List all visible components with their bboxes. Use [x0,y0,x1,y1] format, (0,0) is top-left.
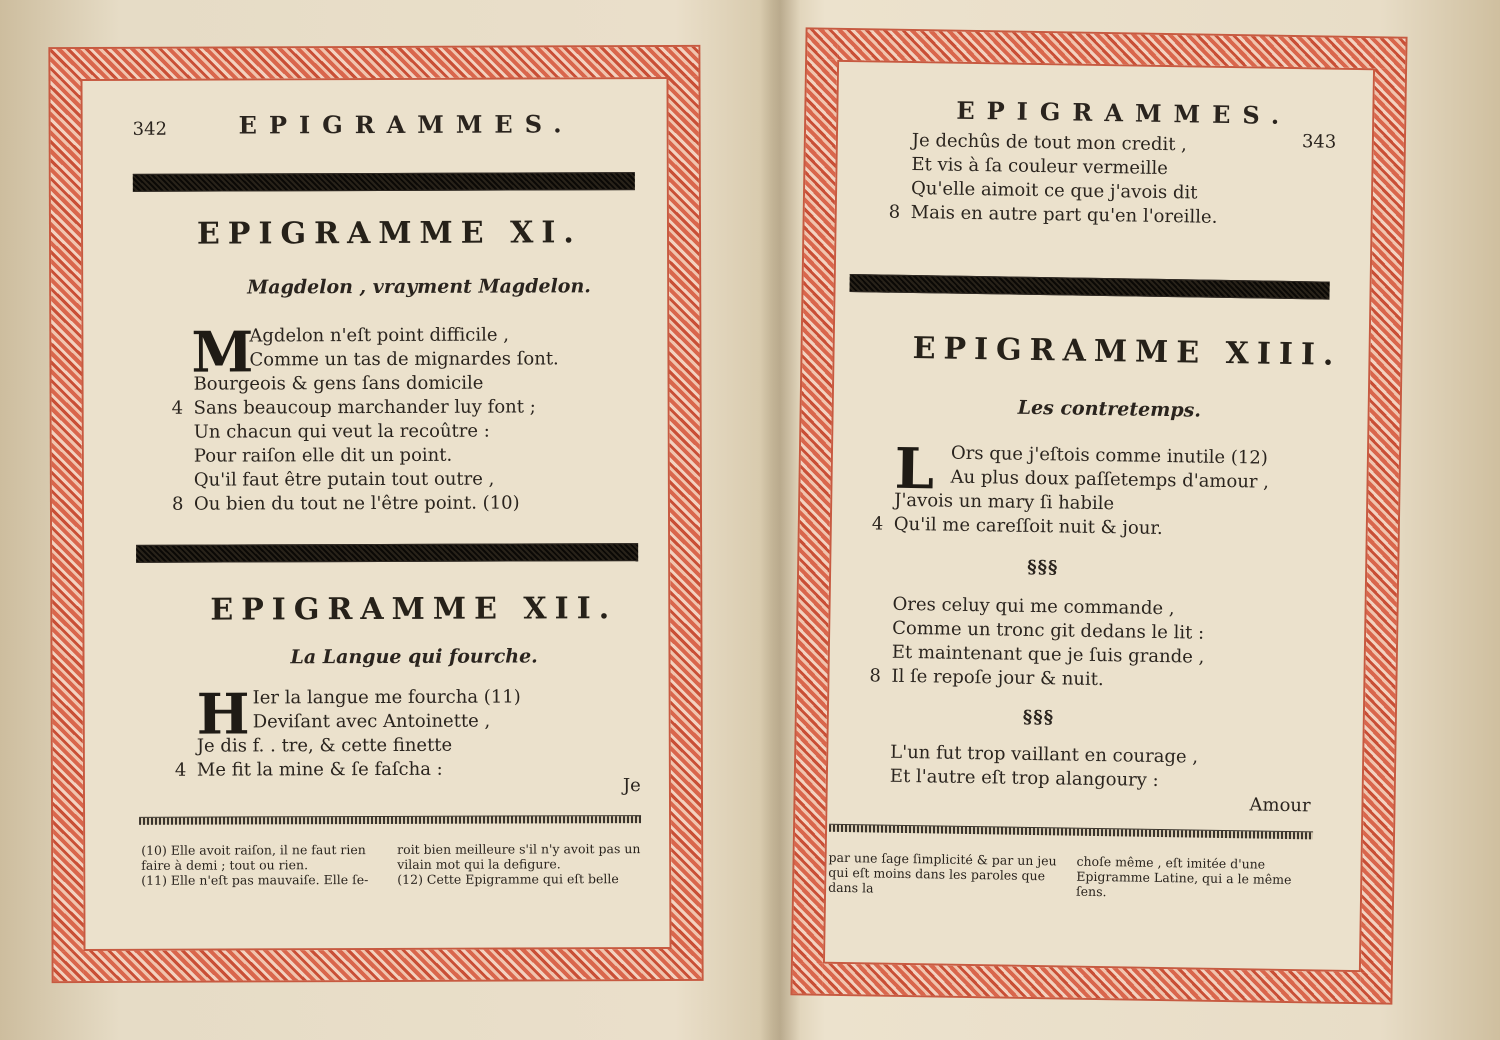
verse-text: Et vis à ſa couleur vermeille [911,154,1169,180]
running-head: EPIGRAMMES. [238,109,574,140]
verse-text: Qu'il faut être putain tout outre , [193,468,495,491]
verse-text: Qu'il me careſſoit nuit & jour. [893,513,1163,540]
line-number: 4 [871,513,884,535]
right-page-content [823,60,1375,972]
verse-text: Je dis f. . tre, & cette finette [196,734,453,757]
verse-text: Ors que j'eſtois comme inutile (12) [950,442,1268,469]
epigram-subtitle: Les contretemps. [1017,396,1202,422]
footnote-column: choſe même , eſt imitée d'une Epigramme Latine, qui a le même ſens. [1075,853,1292,900]
verse-text: Au plus doux paſſetemps d'amour , [950,466,1270,493]
footnote-column: (10) Elle avoit raiſon, il ne faut rien faire à demi ; tout ou rien. (11) Elle n'eſt pas mauvaiſe. Elle ſe- [141,842,369,888]
stanza-ornament: §§§ [1022,706,1055,729]
verse-text: Deviſant avec Antoinette , [252,710,491,733]
verse-text: Qu'elle aimoit ce que j'avois dit [910,178,1198,204]
drop-capital: M [191,319,254,386]
epigram-verse [174,681,521,782]
line-number: 4 [171,397,184,419]
verse-line [890,765,1198,794]
footnote-column: roit bien meilleure s'il n'y avoit pas un vilain mot qui la defigure. (12) Cette Epigramme qui eſt belle [397,841,641,887]
stanza-ornament: §§§ [1027,556,1059,579]
drop-capital: H [196,681,250,748]
footnote-column: par une ſage ſimplicité & par un jeu qui eſt moins dans les paroles que dans la [828,849,1057,896]
epigram-title: EPIGRAMME XIII. [912,331,1342,373]
epigram-title: EPIGRAMME XI. [196,215,582,252]
verse-line [194,371,559,396]
verse-text: Comme un tas de mignardes ſont. [249,348,559,371]
verse-text: Et maintenant que je ſuis grande , [891,641,1205,668]
running-head: EPIGRAMMES. [956,95,1292,130]
epigram-verse [890,741,1199,794]
catchword: Amour [1249,794,1311,817]
verse-text: Mais en autre part qu'en l'oreille. [910,202,1218,228]
verse-line [171,395,559,420]
epigram-verse [871,435,1270,543]
line-number: 8 [888,201,901,223]
line-number: 8 [171,493,184,515]
verse-text: Et l'autre eſt trop alangoury : [889,765,1159,791]
drop-capital: L [894,435,935,503]
ornamental-rule [133,172,635,192]
catchword: Je [622,775,641,797]
verse-line [174,757,521,782]
right-page [792,29,1405,1002]
line-number: 8 [869,665,882,687]
verse-text: Agdelon n'eſt point difficile , [249,324,510,347]
verse-text: Ou bien du tout ne l'être point. (10) [193,492,520,515]
line-number: 4 [174,759,187,781]
ornamental-rule [849,274,1329,300]
verse-text: J'avois un mary ſi habile [894,489,1115,515]
verse-line [194,467,559,492]
left-page-content [80,77,671,951]
verse-text: Je dechûs de tout mon credit , [911,130,1188,156]
verse-line [193,347,558,372]
verse-line [193,323,558,348]
page-number: 343 [1301,131,1337,153]
footnote-rule [139,815,641,825]
verse-line [871,513,1269,543]
verse-text: Pour raiſon elle dit un point. [193,444,453,467]
verse-line [197,685,521,710]
epigram-title: EPIGRAMME XII. [210,591,618,628]
verse-text: Me fit la mine & ſe faſcha : [196,758,443,781]
epigram-subtitle: La Langue qui fourche. [290,645,538,669]
verse-line [888,201,1218,230]
verse-text: Comme un tronc git dedans le lit : [892,617,1205,644]
verse-line [194,443,559,468]
verse-text: Ores celuy qui me commande , [892,593,1175,620]
verse-line [197,733,521,758]
verse-text: Il ſe repoſe jour & nuit. [891,665,1104,691]
epigram-verse-continued [888,129,1219,230]
left-page [50,47,701,981]
verse-line [194,419,559,444]
verse-line [171,491,559,516]
epigram-verse [171,319,559,516]
epigram-subtitle: Magdelon , vrayment Magdelon. [247,275,591,299]
verse-text: Bourgeois & gens ſans domicile [193,372,484,395]
epigram-verse [869,593,1205,694]
verse-text: Ier la langue me fourcha (11) [252,686,521,709]
page-number: 342 [132,118,168,140]
verse-text: L'un fut trop vaillant en courage , [890,741,1199,768]
ornamental-rule [136,543,638,563]
verse-line [197,709,521,734]
verse-text: Sans beaucoup marchander luy font ; [193,396,536,419]
verse-text: Un chacun qui veut la recoûtre : [193,420,490,443]
footnote-rule [829,824,1313,840]
verse-line [869,665,1204,694]
